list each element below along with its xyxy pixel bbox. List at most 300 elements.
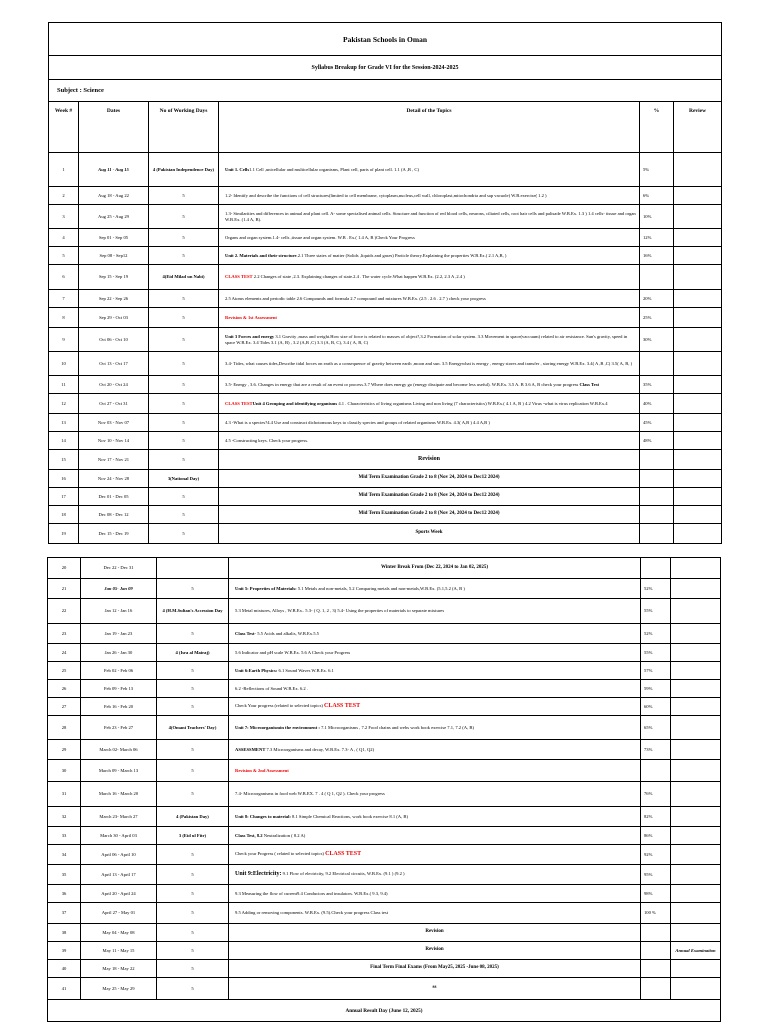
topic-cell: Mid Term Examination Grade 2 to 8 (Nov 24, 2024 to Dec12 2024) <box>219 470 640 488</box>
week-cell: 41 <box>48 978 81 1000</box>
working-days-cell: 5 <box>149 187 219 205</box>
week-cell: 3 <box>49 205 79 229</box>
week-cell: 26 <box>48 680 81 698</box>
topic-cell: Revision <box>229 924 641 942</box>
dates-cell: April 13 - April 17 <box>81 865 157 885</box>
table-row <box>48 624 721 644</box>
percent-cell <box>640 488 674 506</box>
dates-cell: Sep 22 - Sep 26 <box>79 290 149 308</box>
working-days-cell: 5 <box>157 760 229 782</box>
week-cell: 9 <box>49 328 79 352</box>
week-cell: 15 <box>49 450 79 470</box>
table-row <box>48 865 721 885</box>
review-cell <box>671 740 721 760</box>
week-cell: 18 <box>49 506 79 524</box>
percent-cell <box>640 470 674 488</box>
percent-cell: 60% <box>641 698 671 716</box>
working-days-cell: 5 <box>157 624 229 644</box>
week-cell: 1 <box>49 153 79 187</box>
working-days-cell: 5 <box>149 394 219 414</box>
table-row <box>48 644 721 662</box>
review-cell <box>674 205 722 229</box>
column-header-row <box>49 102 722 153</box>
review-cell <box>671 716 721 740</box>
week-cell: 40 <box>48 960 81 978</box>
table-row <box>49 328 722 352</box>
topic-cell: 4.5 -Constructing keys. Check your progress. <box>219 432 640 450</box>
review-cell: Annual Examination <box>671 942 721 960</box>
topic-cell: Revision <box>229 942 641 960</box>
review-cell <box>674 247 722 265</box>
dates-cell: Sep 15 - Sep 19 <box>79 265 149 290</box>
percent-cell: 10% <box>640 205 674 229</box>
table-row <box>49 488 722 506</box>
review-cell <box>674 290 722 308</box>
review-cell <box>671 579 721 599</box>
table-row <box>49 205 722 229</box>
annual-result-day: Annual Result Day (June 12, 2025) <box>48 1000 721 1022</box>
percent-cell: 35% <box>640 376 674 394</box>
week-cell: 20 <box>48 558 81 579</box>
week-cell: 21 <box>48 579 81 599</box>
review-cell <box>674 376 722 394</box>
percent-cell <box>641 960 671 978</box>
dates-cell: Nov 24 - Nov 28 <box>79 470 149 488</box>
working-days-cell: 5 <box>157 740 229 760</box>
table-row <box>49 414 722 432</box>
percent-cell: 55% <box>641 599 671 624</box>
table-row <box>48 740 721 760</box>
dates-cell: March 02- March 06 <box>81 740 157 760</box>
table-row <box>49 290 722 308</box>
table-row <box>49 265 722 290</box>
topic-cell: Revision <box>219 450 640 470</box>
working-days-cell: 5 <box>149 229 219 247</box>
topic-cell: Unit 6:Earth Physics: 6.1 Sound Waves W.B.Ex. 6.1 <box>229 662 641 680</box>
dates-cell: Dec 15 - Dec 19 <box>79 524 149 544</box>
week-cell: 35 <box>48 865 81 885</box>
percent-cell: 16% <box>640 247 674 265</box>
review-cell <box>671 807 721 827</box>
percent-cell: 65% <box>641 716 671 740</box>
topic-cell: Unit 5: Properties of Materials: 5.1 Metals and non-metals, 5.2 Comparing metals and non-metals,W.B.Ex. (5.1,5.2 (A, B ) <box>229 579 641 599</box>
working-days-cell: 3 (Eid ul Fitr) <box>157 827 229 845</box>
dates-cell: Aug 11 - Aug 15 <box>79 153 149 187</box>
week-cell: 22 <box>48 599 81 624</box>
working-days-cell: 5 <box>149 414 219 432</box>
working-days-cell: 5 <box>157 782 229 807</box>
week-cell: 37 <box>48 903 81 924</box>
percent-cell: 52% <box>641 624 671 644</box>
dates-cell: Oct 13 - Oct 17 <box>79 352 149 376</box>
topic-cell: Revision & 1st Assessment <box>219 308 640 328</box>
review-cell <box>671 865 721 885</box>
percent-cell <box>641 558 671 579</box>
table-row <box>49 308 722 328</box>
week-cell: 27 <box>48 698 81 716</box>
working-days-cell: 5 <box>157 885 229 903</box>
table-row <box>49 506 722 524</box>
table-row <box>48 662 721 680</box>
week-cell: 6 <box>49 265 79 290</box>
dates-cell: Aug 18 - Aug 22 <box>79 187 149 205</box>
review-cell <box>674 308 722 328</box>
week-cell: 30 <box>48 760 81 782</box>
dates-cell: April 06 - April 10 <box>81 845 157 865</box>
review-cell <box>674 488 722 506</box>
review-cell <box>671 599 721 624</box>
table-row <box>49 524 722 544</box>
review-cell <box>671 960 721 978</box>
review-cell <box>671 760 721 782</box>
review-cell <box>674 524 722 544</box>
review-cell <box>674 470 722 488</box>
table-row <box>48 942 721 960</box>
working-days-cell: 4 (Pakistan Independence Day) <box>149 153 219 187</box>
percent-cell: 30% <box>640 328 674 352</box>
working-days-cell: 5 <box>149 328 219 352</box>
table-row <box>49 470 722 488</box>
percent-cell <box>641 942 671 960</box>
review-cell <box>674 153 722 187</box>
table-row <box>48 782 721 807</box>
working-days-cell: 4 (Isra al Mairaj) <box>157 644 229 662</box>
topic-cell: 3.5- Energy , 3.6. Changes in energy that are a result of an event or process.3.7 Where does energy go (energy dissipate and become less useful). W.B.Ex. 3.5 A. B 3.6 A, B check your progress Class Test <box>219 376 640 394</box>
week-cell: 12 <box>49 394 79 414</box>
working-days-cell: 5 <box>157 865 229 885</box>
dates-cell: Dec 01 - Dec 05 <box>79 488 149 506</box>
percent-cell: 40% <box>640 394 674 414</box>
review-cell <box>671 978 721 1000</box>
review-cell <box>671 624 721 644</box>
working-days-cell: 5 <box>157 698 229 716</box>
review-cell <box>674 265 722 290</box>
week-cell: 28 <box>48 716 81 740</box>
subject-label: Subject : Science <box>49 80 722 102</box>
working-days-cell: 5 <box>149 506 219 524</box>
working-days-cell: 5 <box>157 924 229 942</box>
working-days-cell: 5 <box>157 680 229 698</box>
percent-cell: 95% <box>641 865 671 885</box>
review-cell <box>674 414 722 432</box>
topic-cell: Winter Break From (Dec 22, 2024 to Jan 02, 2025) <box>229 558 641 579</box>
dates-cell: Oct 06 - Oct 10 <box>79 328 149 352</box>
percent-cell: 6% <box>640 187 674 205</box>
working-days-cell: 5 <box>149 290 219 308</box>
working-days-cell: 5 <box>157 942 229 960</box>
dates-cell: Oct 27 - Oct 31 <box>79 394 149 414</box>
working-days-cell: 5 <box>149 247 219 265</box>
working-days-cell: 5 <box>157 978 229 1000</box>
percent-cell: 73% <box>641 740 671 760</box>
review-cell <box>671 698 721 716</box>
week-cell: 10 <box>49 352 79 376</box>
col-working-days: No of Working Days <box>149 102 219 153</box>
percent-cell: 5% <box>640 153 674 187</box>
percent-cell: 100 % <box>641 903 671 924</box>
working-days-cell: 5 <box>157 903 229 924</box>
dates-cell: Jan 12 - Jan 16 <box>81 599 157 624</box>
table-row <box>49 229 722 247</box>
working-days-cell <box>157 558 229 579</box>
review-cell <box>671 662 721 680</box>
syllabus-table-part-1 <box>48 22 722 544</box>
week-cell: 23 <box>48 624 81 644</box>
dates-cell: March 16 - March 20 <box>81 782 157 807</box>
dates-cell: Feb 02 - Feb 06 <box>81 662 157 680</box>
dates-cell: March 30 - April 03 <box>81 827 157 845</box>
col-topics: Detail of the Topics <box>219 102 640 153</box>
topic-cell: ss <box>229 978 641 1000</box>
percent-cell <box>641 760 671 782</box>
dates-cell: Feb 09 - Feb 13 <box>81 680 157 698</box>
percent-cell <box>640 450 674 470</box>
dates-cell: Nov 17 - Nov 21 <box>79 450 149 470</box>
topic-cell: Mid Term Examination Grade 2 to 8 (Nov 24, 2024 to Dec12 2024) <box>219 488 640 506</box>
dates-cell: Nov 03 - Nov 07 <box>79 414 149 432</box>
dates-cell: May 11 - May 15 <box>81 942 157 960</box>
percent-cell: 57% <box>641 662 671 680</box>
topic-cell: Unit 9:Electricity: 9.1 Flow of electricity, 9.2 Electrical circuits, W.B.Ex. (9.1 ) (9.2 ) <box>229 865 641 885</box>
table-row <box>49 247 722 265</box>
week-cell: 11 <box>49 376 79 394</box>
school-title: Pakistan Schools in Oman <box>49 23 722 56</box>
topic-cell: ASSESSMENT 7.3 Microorganisms and decay, W.B.Ex. 7.3- A , ( Q1, Q2) <box>229 740 641 760</box>
table-row <box>48 960 721 978</box>
review-cell <box>674 229 722 247</box>
working-days-cell: 5 <box>157 845 229 865</box>
week-cell: 14 <box>49 432 79 450</box>
dates-cell: Feb 23 - Feb 27 <box>81 716 157 740</box>
week-cell: 13 <box>49 414 79 432</box>
topic-cell: 7.4- Microorganisms in food web W.B.EX. 7 . 4 ( Q 1, Q2 ). Check your progress <box>229 782 641 807</box>
table-row <box>48 698 721 716</box>
dates-cell: Sep 01 - Sep 05 <box>79 229 149 247</box>
percent-cell: 59% <box>641 680 671 698</box>
week-cell: 8 <box>49 308 79 328</box>
week-cell: 36 <box>48 885 81 903</box>
review-cell <box>674 506 722 524</box>
topic-cell: Check your Progress ( related to selected topics) CLASS TEST <box>229 845 641 865</box>
dates-cell: Aug 25 - Aug 29 <box>79 205 149 229</box>
table-row <box>49 394 722 414</box>
topic-cell: 5.3 Metal mixtures, Alloys , W.B.Ex.. 5.3- ( Q. 1, 2 , 3) 5.4- Using the properties of materials to separate mixtures <box>229 599 641 624</box>
topic-cell: Final Term Final Exams (From May25, 2025 -June 08, 2025) <box>229 960 641 978</box>
table-row <box>48 885 721 903</box>
review-cell <box>674 187 722 205</box>
dates-cell: Sep 08 - Sep12 <box>79 247 149 265</box>
working-days-cell: 5 <box>149 205 219 229</box>
syllabus-table-part-2 <box>47 557 721 1022</box>
percent-cell <box>640 352 674 376</box>
week-cell: 2 <box>49 187 79 205</box>
topic-cell: 9.5 Adding or removing components. W.B.Ex. (9.5).Check your progress Class test <box>229 903 641 924</box>
week-cell: 25 <box>48 662 81 680</box>
review-cell <box>671 924 721 942</box>
table-row <box>48 924 721 942</box>
topic-cell: 5.6 Indicator and pH scale W.B.Ex. 5.6 A Check your Progress <box>229 644 641 662</box>
percent-cell <box>640 506 674 524</box>
percent-cell <box>640 265 674 290</box>
working-days-cell: 5 <box>149 352 219 376</box>
week-cell: 17 <box>49 488 79 506</box>
percent-cell <box>641 924 671 942</box>
dates-cell: Feb 16 - Feb 20 <box>81 698 157 716</box>
topic-cell: Sports Week <box>219 524 640 544</box>
topic-cell: Class Test, 8.2 Neutralization ( 8.2 A) <box>229 827 641 845</box>
week-cell: 39 <box>48 942 81 960</box>
review-cell <box>671 680 721 698</box>
working-days-cell: 4(Eid Milad un Nabi) <box>149 265 219 290</box>
review-cell <box>671 903 721 924</box>
topic-cell: 9.3 Measuring the flow of current9.4 Conductors and insulators. W.B.Ex.( 9.3, 9.4) <box>229 885 641 903</box>
review-cell <box>671 885 721 903</box>
working-days-cell: 5 <box>157 579 229 599</box>
working-days-cell: 5 <box>149 376 219 394</box>
table-row <box>48 845 721 865</box>
dates-cell: April 27 - May 01 <box>81 903 157 924</box>
topic-cell: Class Test- 5.5 Acids and alkalis, W.B.Ex.5.5 <box>229 624 641 644</box>
percent-cell: 52% <box>641 579 671 599</box>
working-days-cell: 5 <box>157 960 229 978</box>
week-cell: 16 <box>49 470 79 488</box>
week-cell: 19 <box>49 524 79 544</box>
topic-cell: Unit 1. Cells1.1 Cell ,unicellular and multicellular organisms, Plant cell, parts of plant cell. 1.1 (A ,B , C) <box>219 153 640 187</box>
table-row <box>48 716 721 740</box>
table-row <box>48 903 721 924</box>
dates-cell: Jan 05- Jan 09 <box>81 579 157 599</box>
topic-cell: CLASS TEST 2.2 Changes of state ,2.3. Explaining changes of state.2.4 . The water cycle.What happen W.B.Ex. (2.2, 2.3 A ,2.4 ) <box>219 265 640 290</box>
working-days-cell: 5 <box>157 662 229 680</box>
col-dates: Dates <box>79 102 149 153</box>
col-review: Review <box>674 102 722 153</box>
week-cell: 5 <box>49 247 79 265</box>
dates-cell: Dec 08 - Dec 12 <box>79 506 149 524</box>
week-cell: 29 <box>48 740 81 760</box>
working-days-cell: 5 <box>149 432 219 450</box>
working-days-cell: 5 <box>149 450 219 470</box>
topic-cell: 1.2- Identify and describe the functions of cell structures(limited to cell membrane, cytoplasm,nucleus,cell wall, chloroplast,mitochondria and sap vacuole) W.B.exercise( 1.2 ) <box>219 187 640 205</box>
dates-cell: Oct 20 - Oct 24 <box>79 376 149 394</box>
percent-cell: 82% <box>641 807 671 827</box>
table-row <box>48 558 721 579</box>
week-cell: 7 <box>49 290 79 308</box>
review-cell <box>671 644 721 662</box>
topic-cell: Organs and organ system.1.4- cells ,tissue and organ system. W.B . Ex.( 1.4 A, B )Check Your Progress <box>219 229 640 247</box>
table-row <box>49 450 722 470</box>
working-days-cell: 4 (Pakistan Day) <box>157 807 229 827</box>
percent-cell <box>641 978 671 1000</box>
review-cell <box>671 827 721 845</box>
percent-cell: 12% <box>640 229 674 247</box>
dates-cell: April 20 - April 24 <box>81 885 157 903</box>
table-row <box>48 599 721 624</box>
review-cell <box>671 558 721 579</box>
dates-cell: March 23- March 27 <box>81 807 157 827</box>
percent-cell: 20% <box>640 290 674 308</box>
review-cell <box>674 394 722 414</box>
topic-cell: CLASS TESTUnit 4 Grouping and identifying organisms 4.1 . Characteristics of living organisms Living and non living (7 characteristics) W.B.Ex.( 4.1 A, B ) 4.2 Virus -what is virus replication W.B.Ex.4 <box>219 394 640 414</box>
dates-cell: May 25 - May 29 <box>81 978 157 1000</box>
week-cell: 24 <box>48 644 81 662</box>
table-row <box>48 579 721 599</box>
topic-cell: 3.4- Tides, what causes tides,Describe tidal forces on earth as a consequence of gravity between earth ,moon and sun. 3.5 Energywhat is energy , energy stores and transfer , storing energy W.B.Ex. 3.4( A ,B ,C) 3.5( A, B, ) <box>219 352 640 376</box>
topic-cell: Unit 7: Microorganismin the environment : 7.1 Microorganisms , 7.2 Food chains and webs work book exercise 7.1, 7.2 (A, B) <box>229 716 641 740</box>
working-days-cell: 5 <box>149 488 219 506</box>
table-row <box>49 376 722 394</box>
review-cell <box>674 352 722 376</box>
topic-cell: 4.3 -What is a species?4.4 Use and construct dichotomous keys to classify species and groups of related organisms W.B.Ex. 4.3( A,B ) 4.4 A,B ) <box>219 414 640 432</box>
dates-cell: Jan 19 - Jan 23 <box>81 624 157 644</box>
topic-cell: Unit 3 Forces and energy 3.1 Gravity ,mass and weight.How size of force is related to masses of object?,3.2 Formation of solar system. 3.3 Movement in space(vaccuum) related to air resistance. Sun's gravity, speed in space W.B.Ex. 3.4 Tides 3.1 (A, B) , 3.2 (A,B ,C) 3.3 (A, B, C), 3.4 ( A, B, C) <box>219 328 640 352</box>
working-days-cell: 5 <box>149 524 219 544</box>
percent-cell <box>640 524 674 544</box>
working-days-cell: 4 (H.M.Sultan's Accession Day <box>157 599 229 624</box>
col-week: Week # <box>49 102 79 153</box>
topic-cell: Mid Term Examination Grade 2 to 8 (Nov 24, 2024 to Dec12 2024) <box>219 506 640 524</box>
percent-cell: 92% <box>641 845 671 865</box>
percent-cell: 98% <box>641 885 671 903</box>
review-cell <box>674 450 722 470</box>
working-days-cell: 3(National Day) <box>149 470 219 488</box>
percent-cell: 45% <box>640 414 674 432</box>
topic-cell: Check Your progress (related to selected topics) CLASS TEST <box>229 698 641 716</box>
table-row <box>49 352 722 376</box>
dates-cell: May 18 - May 22 <box>81 960 157 978</box>
percent-cell: 86% <box>641 827 671 845</box>
percent-cell: 55% <box>641 644 671 662</box>
table-row <box>48 827 721 845</box>
table-row <box>48 978 721 1000</box>
review-cell <box>671 845 721 865</box>
working-days-cell: 5 <box>149 308 219 328</box>
table-row <box>48 807 721 827</box>
col-percent: % <box>640 102 674 153</box>
week-cell: 4 <box>49 229 79 247</box>
table-row <box>48 760 721 782</box>
table-row <box>48 680 721 698</box>
week-cell: 38 <box>48 924 81 942</box>
topic-cell: Unit 2. Materials and their structure.2.1 Three states of matter (Solids ,liquids and gases) Particle theory.Explaining the properties W.B.Ex.( 2.1 A,B, ) <box>219 247 640 265</box>
review-cell <box>674 328 722 352</box>
dates-cell: Nov 10 - Nov 14 <box>79 432 149 450</box>
week-cell: 34 <box>48 845 81 865</box>
topic-cell: 2.5 Atoms elements and periodic table 2.6 Compounds and formula 2.7 compound and mixtures W.B.Ex. (2.5 . 2.6 . 2.7 ) check your progress <box>219 290 640 308</box>
percent-cell: 48% <box>640 432 674 450</box>
table-row <box>49 187 722 205</box>
table-row <box>49 432 722 450</box>
dates-cell: March 09 - March 13 <box>81 760 157 782</box>
syllabus-title: Syllabus Breakup for Grade VI for the Session-2024-2025 <box>49 56 722 80</box>
review-cell <box>671 782 721 807</box>
dates-cell: Sep 29 - Oct 03 <box>79 308 149 328</box>
table-row <box>49 153 722 187</box>
week-cell: 33 <box>48 827 81 845</box>
working-days-cell: 4(Omani Teachers' Day) <box>157 716 229 740</box>
week-cell: 31 <box>48 782 81 807</box>
percent-cell: 76% <box>641 782 671 807</box>
week-cell: 32 <box>48 807 81 827</box>
topic-cell: Unit 8: Changes to material: 8.1 Simple Chemical Reactions, work book exercise 8.1 (A, B) <box>229 807 641 827</box>
dates-cell: Dec 22 - Dec 31 <box>81 558 157 579</box>
dates-cell: Jan 26 - Jan 30 <box>81 644 157 662</box>
topic-cell: 6.2 -Reflections of Sound W.B.Ex. 6.2 . <box>229 680 641 698</box>
review-cell <box>674 432 722 450</box>
topic-cell: 1.3- Similarities and differences in animal and plant cell. A- some specialised animal cells. Structure and function of red blood cells, neurons, ciliated cells, root hair cells and palisade W.B.Ex. 1.3 ) 1.4 cells- tissue and organ W.B.Ex. (1.4 A, B). <box>219 205 640 229</box>
dates-cell: May 04 - May 08 <box>81 924 157 942</box>
percent-cell: 25% <box>640 308 674 328</box>
topic-cell: Revision & 2nd Assessment <box>229 760 641 782</box>
